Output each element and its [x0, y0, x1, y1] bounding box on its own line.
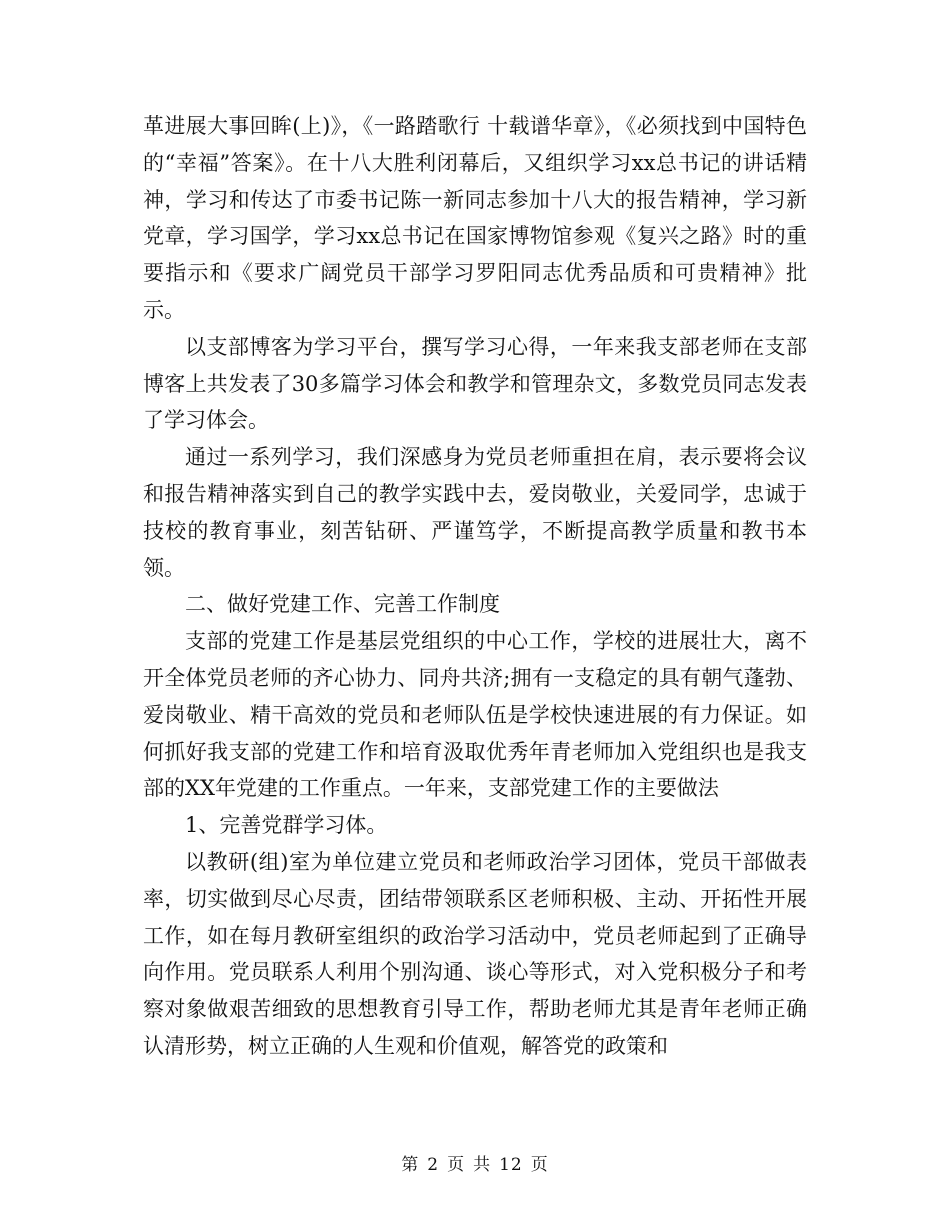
paragraph-study-group: 以教研(组)室为单位建立党员和老师政治学习团体，党员干部做表率，切实做到尽心尽责，团结带领联系区老师积极、主动、开拓性开展工作，如在每月教研室组织的政治学习活动中，党员老师起到了正确导向作用。党员联系人利用个别沟通、谈心等形式，对入党积极分子和考察对象做艰苦细致的思想教育引导工作，帮助老师尤其是青年老师正确认清形势，树立正确的人生观和价值观，解答党的政策和	[143, 849, 807, 1058]
footer-page-word: 页	[447, 1155, 466, 1175]
paragraph-learning-result: 通过一系列学习，我们深感身为党员老师重担在肩，表示要将会议和报告精神落实到自己的教学实践中去，爱岗敬业，关爱同学，忠诚于技校的教育事业，刻苦钻研、严谨笃学，不断提高教学质量和教书本领。	[143, 445, 807, 580]
section-heading-party-building: 二、做好党建工作、完善工作制度	[185, 592, 500, 617]
footer-total-pages: 12	[499, 1155, 523, 1175]
paragraph-blog-learning: 以支部博客为学习平台，撰写学习心得，一年来我支部老师在支部博客上共发表了30多篇学习体会和教学和管理杂文，多数党员同志发表了学习体会。	[143, 334, 807, 433]
subheading-study-group: 1、完善党群学习体。	[185, 813, 388, 838]
page-footer	[0, 1153, 950, 1177]
document-body	[143, 108, 807, 1065]
paragraph-continuation: 革进展大事回眸(上)》，《一路踏歌行 十载谱华章》，《必须找到中国特色的“幸福”答案》。在十八大胜利闭幕后，又组织学习xx总书记的讲话精神，学习和传达了市委书记陈一新同志参加十八大的报告精神，学习新党章，学习国学，学习xx总书记在国家博物馆参观《复兴之路》时的重要指示和《要求广阔党员干部学习罗阳同志优秀品质和可贵精神》批示。	[143, 114, 807, 322]
footer-prefix: 第	[401, 1155, 420, 1175]
footer-current-page: 2	[427, 1155, 440, 1175]
paragraph-party-building: 支部的党建工作是基层党组织的中心工作，学校的进展壮大，离不开全体党员老师的齐心协力、同舟共济;拥有一支稳定的具有朝气蓬勃、爱岗敬业、精干高效的党员和老师队伍是学校快速进展的有力保证。如何抓好我支部的党建工作和培育汲取优秀年青老师加入党组织也是我支部的XX年党建的工作重点。一年来，支部党建工作的主要做法	[143, 629, 807, 801]
footer-suffix: 页	[530, 1155, 549, 1175]
footer-total-word: 共	[473, 1155, 492, 1175]
